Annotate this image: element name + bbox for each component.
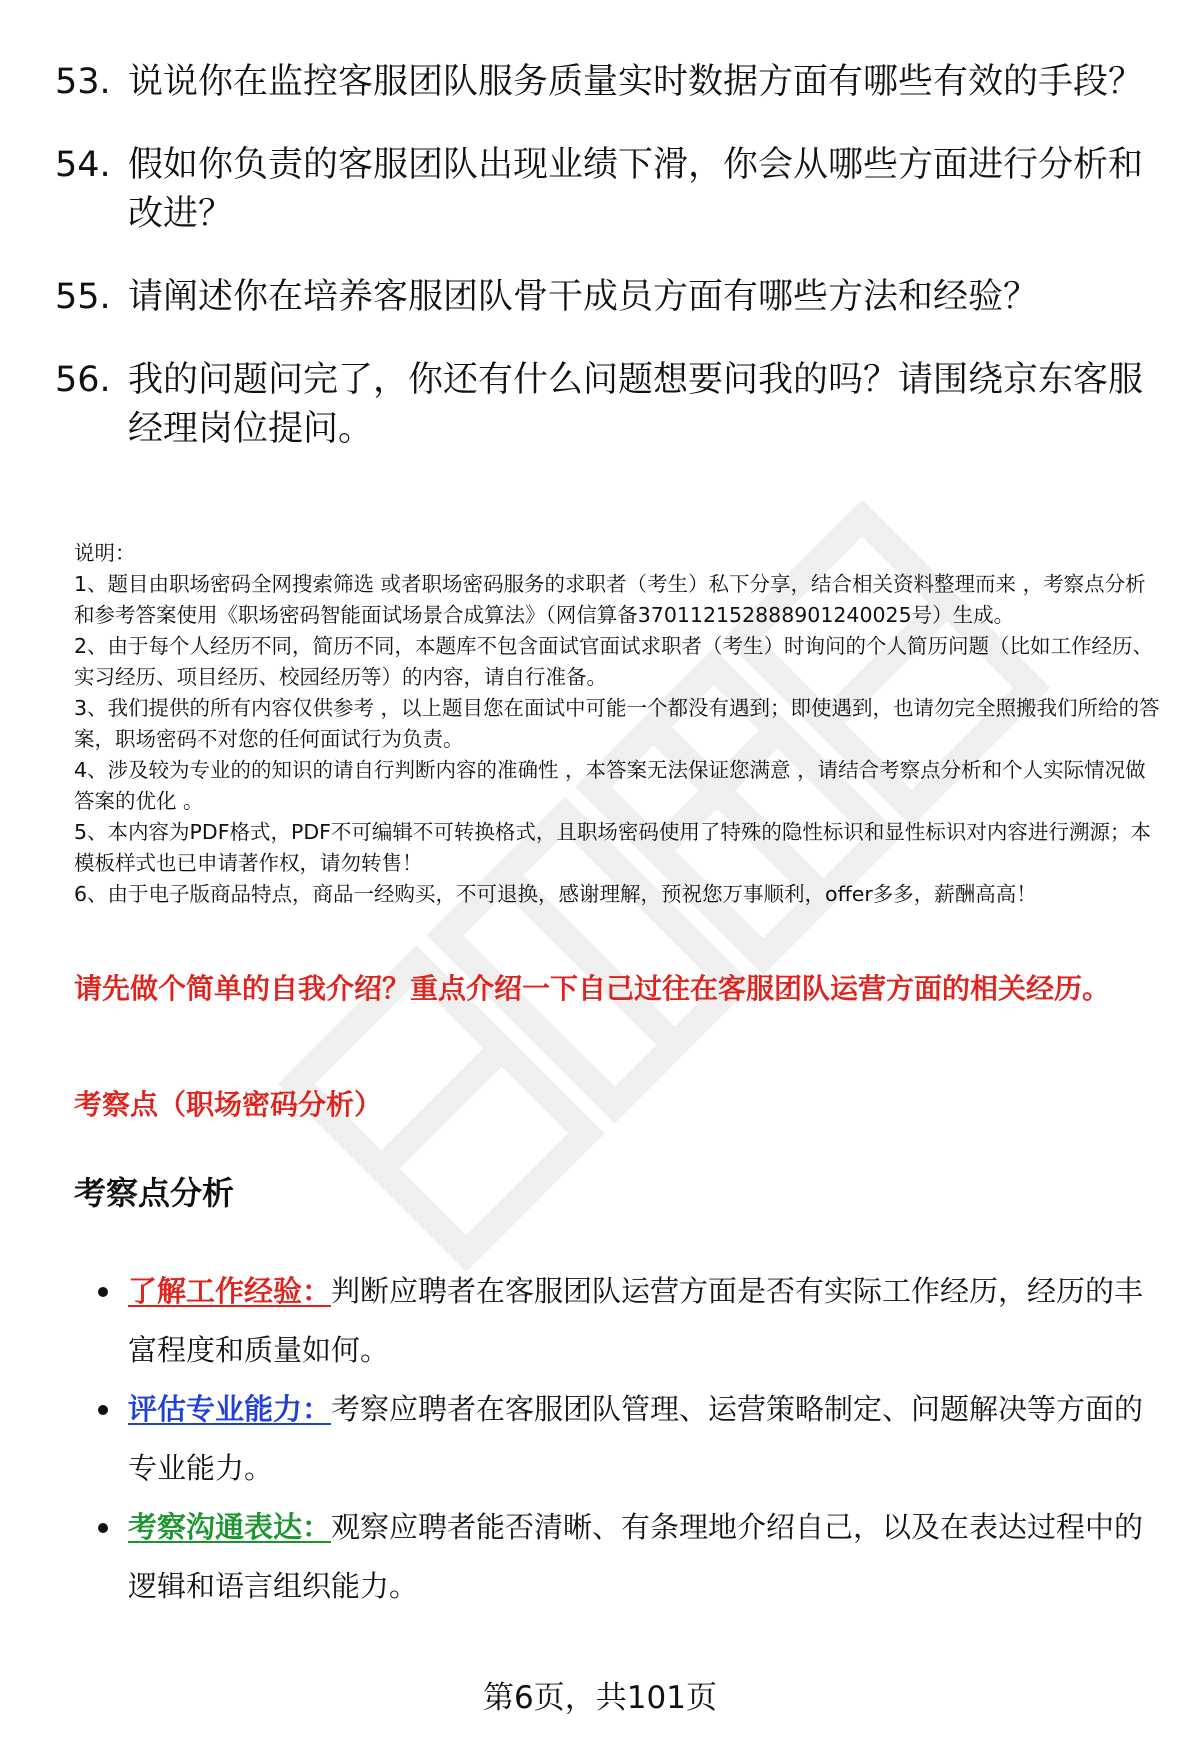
- analysis-label: 考察点（职场密码分析）: [74, 1088, 383, 1121]
- page-footer: 第6页，共101页: [483, 1680, 717, 1716]
- question-text: 请阐述你在培养客服团队骨干成员方面有哪些方法和经验？: [128, 277, 1039, 317]
- note-item: 2、由于每个人经历不同，简历不同，本题库不包含面试官面试求职者（考生）时询问的个人简历问题（比如工作经历、实习经历、项目经历、校园经历等）的内容，请自行准备。: [74, 634, 1154, 689]
- list-item: [98, 1262, 1148, 1380]
- note-item: 6、由于电子版商品特点，商品一经购买，不可退换，感谢理解，预祝您万事顺利，offer多多，薪酬高高！: [74, 882, 1037, 906]
- note-item: 1、题目由职场密码全网搜索筛选 或者职场密码服务的求职者（考生）私下分享，结合相关资料整理而来 ，考察点分析和参考答案使用《职场密码智能面试场景合成算法》（网信算备370112152888901240025号）生成。: [74, 572, 1146, 627]
- list-item: [55, 141, 1155, 239]
- question-number: 55.: [55, 277, 111, 317]
- notes-block: [74, 538, 1164, 910]
- question-number: 56.: [55, 360, 111, 400]
- note-item: 4、涉及较为专业的的知识的请自行判断内容的准确性 ，本答案无法保证您满意 ，请结合考察点分析和个人实际情况做答案的优化 。: [74, 758, 1146, 813]
- bullet-keyword: 评估专业能力：: [128, 1392, 332, 1426]
- bullet-dot-icon: [98, 1523, 108, 1533]
- analysis-title: 考察点分析: [74, 1174, 235, 1212]
- list-item: [98, 1498, 1148, 1616]
- bullet-dot-icon: [98, 1405, 108, 1415]
- list-item: [55, 356, 1155, 454]
- list-item: [98, 1380, 1148, 1498]
- question-list: [55, 58, 1155, 488]
- question-number: 53.: [55, 62, 111, 102]
- list-item: [55, 58, 1155, 107]
- bullet-text: 考察应聘者在客服团队管理、运营策略制定、问题解决等方面的专业能力。: [128, 1392, 1144, 1485]
- question-text: 假如你负责的客服团队出现业绩下滑，你会从哪些方面进行分析和改进？: [128, 145, 1144, 234]
- bullet-keyword: 考察沟通表达：: [128, 1510, 332, 1544]
- notes-title: 说明：: [74, 541, 136, 565]
- bullet-keyword: 了解工作经验：: [128, 1274, 332, 1308]
- question-text: 说说你在监控客服团队服务质量实时数据方面有哪些有效的手段？: [128, 62, 1144, 102]
- note-item: 3、我们提供的所有内容仅供参考 ，以上题目您在面试中可能一个都没有遇到；即使遇到，也请勿完全照搬我们所给的答案，职场密码不对您的任何面试行为负责。: [74, 696, 1160, 751]
- analysis-bullets: [98, 1262, 1148, 1616]
- note-item: 5、本内容为PDF格式，PDF不可编辑不可转换格式，且职场密码使用了特殊的隐性标识和显性标识对内容进行溯源；本模板样式也已申请著作权，请勿转售！: [74, 820, 1151, 875]
- question-text: 我的问题问完了，你还有什么问题想要问我的吗？请围绕京东客服经理岗位提问。: [128, 360, 1144, 449]
- question-number: 54.: [55, 145, 111, 185]
- list-item: [55, 273, 1155, 322]
- bullet-text: 观察应聘者能否清晰、有条理地介绍自己，以及在表达过程中的逻辑和语言组织能力。: [128, 1510, 1144, 1603]
- bullet-text: 判断应聘者在客服团队运营方面是否有实际工作经历，经历的丰富程度和质量如何。: [128, 1274, 1144, 1367]
- bullet-dot-icon: [98, 1287, 108, 1297]
- featured-question: 请先做个简单的自我介绍？重点介绍一下自己过往在客服团队运营方面的相关经历。: [74, 972, 1111, 1005]
